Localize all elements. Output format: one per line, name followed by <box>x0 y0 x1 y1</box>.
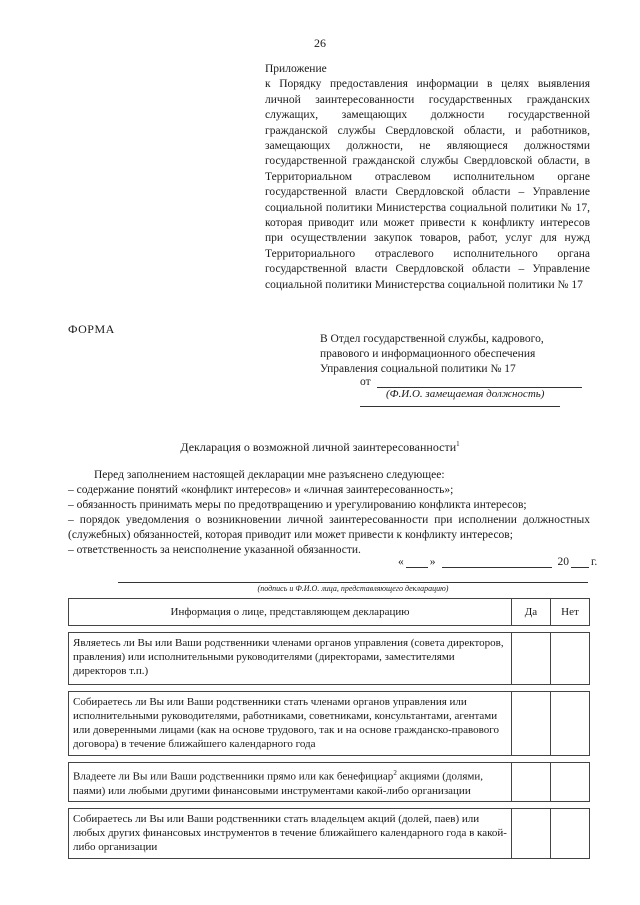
date-row <box>398 556 597 568</box>
addressee-line-3: Управления социальной политики № 17 <box>320 363 516 375</box>
question-cell <box>69 763 512 802</box>
declaration-title: Декларация о возможной личной заинтересованности <box>180 440 457 454</box>
yes-cell[interactable] <box>512 633 551 685</box>
intro-lead: Перед заполнением настоящей декларации мне разъяснено следующее: <box>94 469 445 481</box>
year-prefix: 20 <box>557 556 569 568</box>
footnote-marker-2: 2 <box>393 769 397 777</box>
addressee-line-2: правового и информационного обеспечения <box>320 348 536 360</box>
appendix-block <box>265 62 590 293</box>
year-suffix: г. <box>591 556 598 568</box>
second-fill-line <box>360 406 560 407</box>
question-cell: Собираетесь ли Вы или Ваши родственники стать членами органов управления или исполнительными руководителями, работниками, советниками, консультантами, агентами или доверенными лицами (как на основе трудового, так и на основе гражданско-правового договора) в течение ближайшего календарного года <box>69 692 512 756</box>
intro-item: – ответственность за неисполнение указанной обязанности. <box>68 544 361 556</box>
from-fill-line <box>377 375 582 388</box>
yes-cell[interactable] <box>512 808 551 858</box>
intro-block <box>68 468 590 558</box>
addressee-block <box>320 332 590 377</box>
month-fill-line <box>442 556 552 568</box>
no-cell[interactable] <box>551 763 590 802</box>
no-cell[interactable] <box>551 692 590 756</box>
question-text-part: Владеете ли Вы или Ваши родственники прямо или как бенефициар <box>73 770 394 783</box>
fio-caption: (Ф.И.О. замещаемая должность) <box>386 388 545 400</box>
yes-cell[interactable] <box>512 763 551 802</box>
footnote-marker-1: 1 <box>456 440 460 448</box>
form-label: ФОРМА <box>68 322 115 336</box>
intro-item: – порядок уведомления о возникновении личной заинтересованности при исполнении должностных (служебных) обязанностей, которая приводит или может привести к конфликту интересов; <box>68 514 590 541</box>
addressee-line-1: В Отдел государственной службы, кадрового, <box>320 333 544 345</box>
intro-item: – содержание понятий «конфликт интересов» и «личная заинтересованность»; <box>68 484 454 496</box>
day-fill-line <box>406 556 428 568</box>
question-cell: Являетесь ли Вы или Ваши родственники членами органов управления (совета директоров, правления) или исполнительными руководителями (директорами, заместителями директоров т.п.) <box>69 633 512 685</box>
from-row <box>360 375 582 388</box>
declaration-title-block <box>0 440 640 455</box>
header-no: Нет <box>551 599 590 626</box>
question-text-part: акциями (долями, паями) или любыми другими финансовыми инструментами какой-либо организации <box>73 770 483 797</box>
declaration-table <box>68 598 590 859</box>
page-number: 26 <box>314 36 326 50</box>
header-info: Информация о лице, представляющем декларацию <box>69 599 512 626</box>
question-cell: Собираетесь ли Вы или Ваши родственники стать владельцем акций (долей, паев) или любых других финансовых инструментов в течение ближайшего календарного года в какой-либо организации <box>69 808 512 858</box>
no-cell[interactable] <box>551 808 590 858</box>
table-row <box>69 633 590 685</box>
date-open-quote: « <box>398 556 404 568</box>
appendix-body: к Порядку предоставления информации в целях выявления личной заинтересованности государственных гражданских служащих, замещающих должности государственной гражданской службы Свердловской области, и работников, замещающих должности, не являющиеся должностями государственной гражданской службы Свердловской области, в Территориальном отраслевом исполнительном органе государственной власти Свердловской области – Управление социальной политики Министерства социальной политики № 17, которая приводит или может привести к конфликту интересов при осуществлении закупок товаров, работ, услуг для нужд Территориального отраслевого исполнительного органа государственной власти Свердловской области – Управление социальной политики Министерства социальной политики № 17 <box>265 78 590 291</box>
header-yes: Да <box>512 599 551 626</box>
year-fill-line <box>571 556 589 568</box>
table-row <box>69 692 590 756</box>
intro-item: – обязанность принимать меры по предотвращению и урегулированию конфликта интересов; <box>68 499 527 511</box>
table-header-row <box>69 599 590 626</box>
yes-cell[interactable] <box>512 692 551 756</box>
date-close-quote: » <box>429 556 436 568</box>
no-cell[interactable] <box>551 633 590 685</box>
from-label: от <box>360 376 371 388</box>
table-row <box>69 763 590 802</box>
table-row <box>69 808 590 858</box>
signature-line <box>118 582 588 583</box>
signature-caption: (подпись и Ф.И.О. лица, представляющего декларацию) <box>257 584 449 593</box>
appendix-title: Приложение <box>265 63 327 75</box>
